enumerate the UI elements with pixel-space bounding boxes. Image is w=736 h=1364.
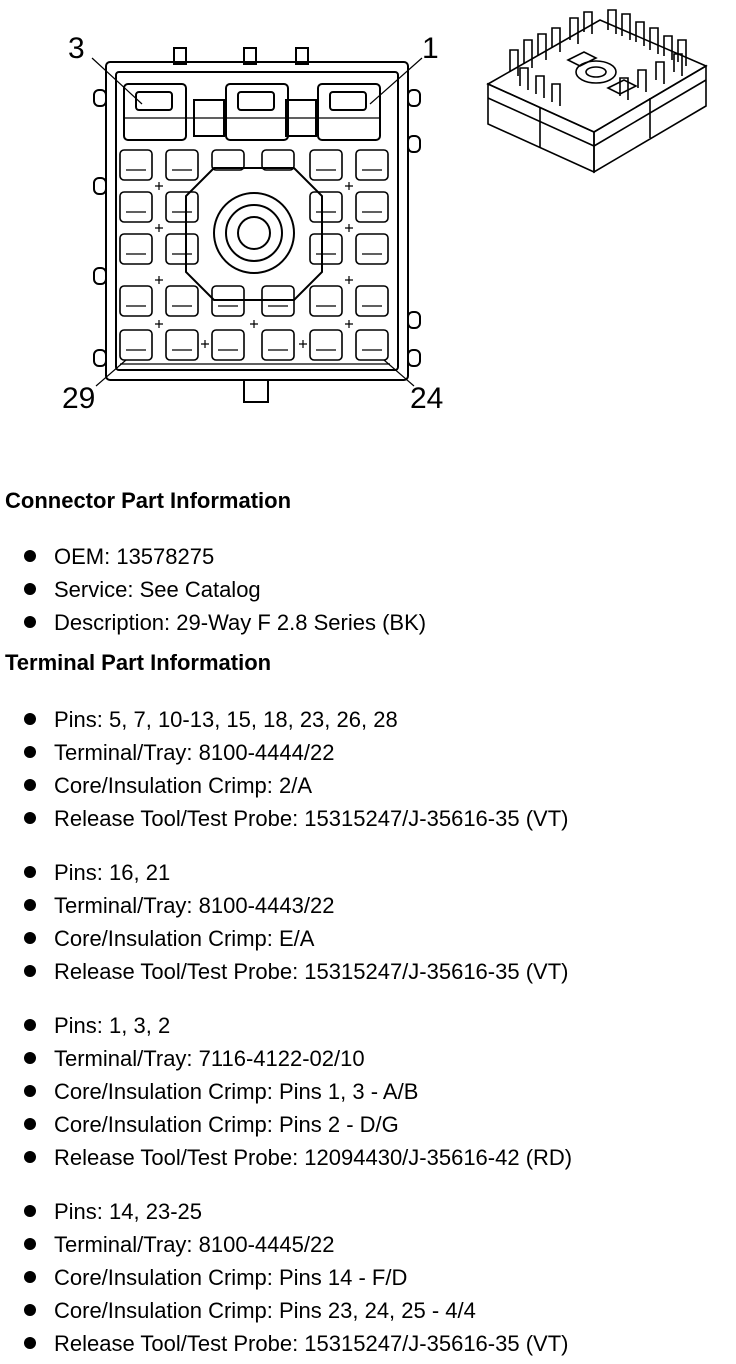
list-item: Core/Insulation Crimp: Pins 2 - D/G: [0, 1108, 572, 1141]
connector-part-info-list: [0, 540, 426, 639]
list-item: Terminal/Tray: 7116-4122-02/10: [0, 1042, 572, 1075]
list-item: Release Tool/Test Probe: 15315247/J-35616-35 (VT): [0, 1327, 568, 1360]
list-item: Pins: 5, 7, 10-13, 15, 18, 23, 26, 28: [0, 703, 568, 736]
list-item: OEM: 13578275: [0, 540, 426, 573]
pin-label-1: 1: [422, 32, 439, 65]
list-item: Description: 29-Way F 2.8 Series (BK): [0, 606, 426, 639]
list-item: Pins: 14, 23-25: [0, 1195, 568, 1228]
list-item: Pins: 16, 21: [0, 856, 568, 889]
list-item: Core/Insulation Crimp: Pins 1, 3 - A/B: [0, 1075, 572, 1108]
list-item: Core/Insulation Crimp: 2/A: [0, 769, 568, 802]
list-item: Terminal/Tray: 8100-4444/22: [0, 736, 568, 769]
list-item: Terminal/Tray: 8100-4443/22: [0, 889, 568, 922]
pin-label-29: 29: [62, 382, 96, 415]
terminal-part-info-title: Terminal Part Information: [5, 650, 272, 675]
list-item: Release Tool/Test Probe: 15315247/J-35616-35 (VT): [0, 955, 568, 988]
list-item: Release Tool/Test Probe: 15315247/J-35616-35 (VT): [0, 802, 568, 835]
terminal-group-1: [0, 703, 568, 835]
pin-label-3: 3: [68, 32, 85, 65]
list-item: Release Tool/Test Probe: 12094430/J-35616-42 (RD): [0, 1141, 572, 1174]
list-item: Core/Insulation Crimp: E/A: [0, 922, 568, 955]
connector-diagram: [0, 0, 736, 460]
connector-isometric-drawing: [480, 0, 736, 200]
terminal-group-3: [0, 1009, 572, 1174]
terminal-group-4: [0, 1195, 568, 1360]
list-item: Terminal/Tray: 8100-4445/22: [0, 1228, 568, 1261]
list-item: Pins: 1, 3, 2: [0, 1009, 572, 1042]
connector-part-info-title: Connector Part Information: [5, 488, 292, 513]
list-item: Core/Insulation Crimp: Pins 14 - F/D: [0, 1261, 568, 1294]
pin-label-24: 24: [410, 382, 444, 415]
list-item: Core/Insulation Crimp: Pins 23, 24, 25 - 4/4: [0, 1294, 568, 1327]
terminal-group-2: [0, 856, 568, 988]
list-item: Service: See Catalog: [0, 573, 426, 606]
